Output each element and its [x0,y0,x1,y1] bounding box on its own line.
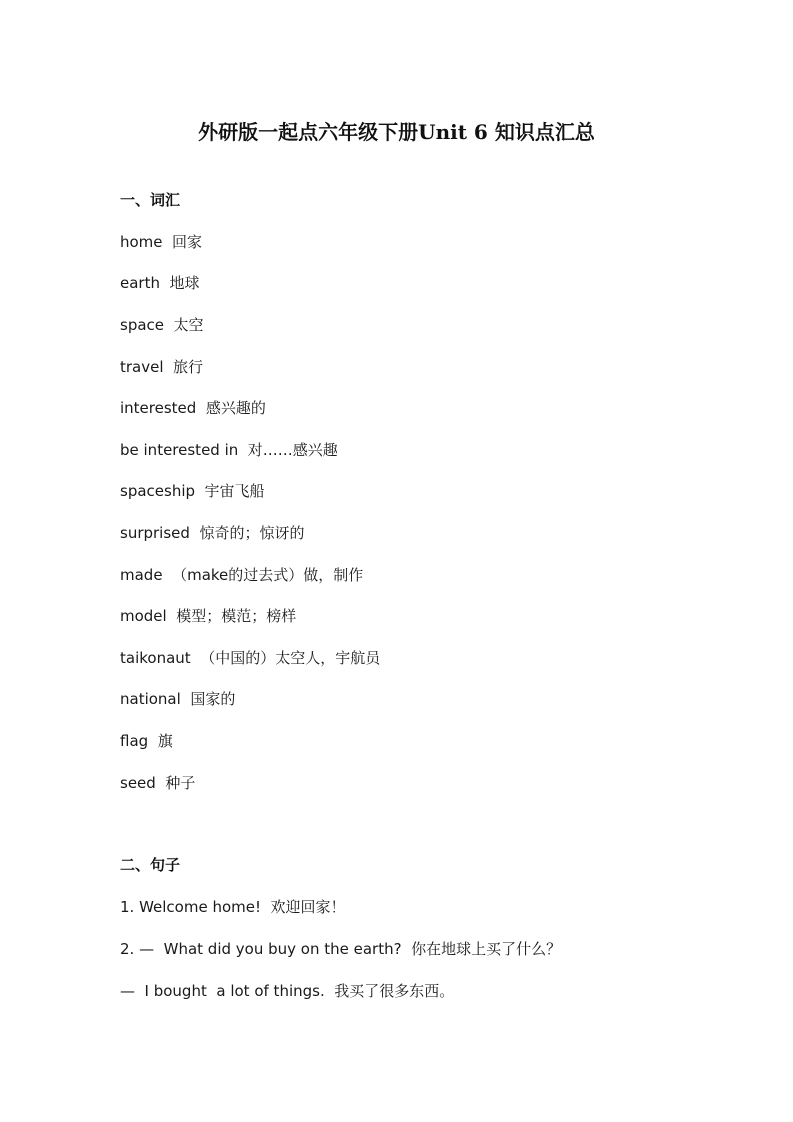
vocabulary-item: be interested in 对……感兴趣 [120,441,338,459]
vocabulary-item: seed 种子 [120,774,196,792]
sentence-item: — I bought a lot of things. 我买了很多东西。 [120,982,455,1000]
vocabulary-item: made （make的过去式）做，制作 [120,566,364,584]
sentences-heading: 二、句子 [120,856,181,874]
vocabulary-item: flag 旗 [120,732,173,750]
vocabulary-item: surprised 惊奇的；惊讶的 [120,524,305,542]
vocabulary-item: space 太空 [120,316,204,334]
vocabulary-item: earth 地球 [120,274,200,292]
vocabulary-item: model 模型；模范；榜样 [120,607,297,625]
vocabulary-item: travel 旅行 [120,358,204,376]
page-title: 外研版一起点六年级下册Unit 6 知识点汇总 [198,120,595,144]
vocabulary-item: interested 感兴趣的 [120,399,266,417]
vocabulary-item: spaceship 宇宙飞船 [120,482,265,500]
vocabulary-item: home 回家 [120,233,203,251]
vocabulary-item: taikonaut （中国的）太空人，宇航员 [120,649,381,667]
sentence-item: 2. — What did you buy on the earth? 你在地球上买了什么？ [120,940,562,958]
vocabulary-item: national 国家的 [120,690,236,708]
sentence-item: 1. Welcome home! 欢迎回家！ [120,898,346,916]
vocabulary-heading: 一、词汇 [120,191,181,209]
